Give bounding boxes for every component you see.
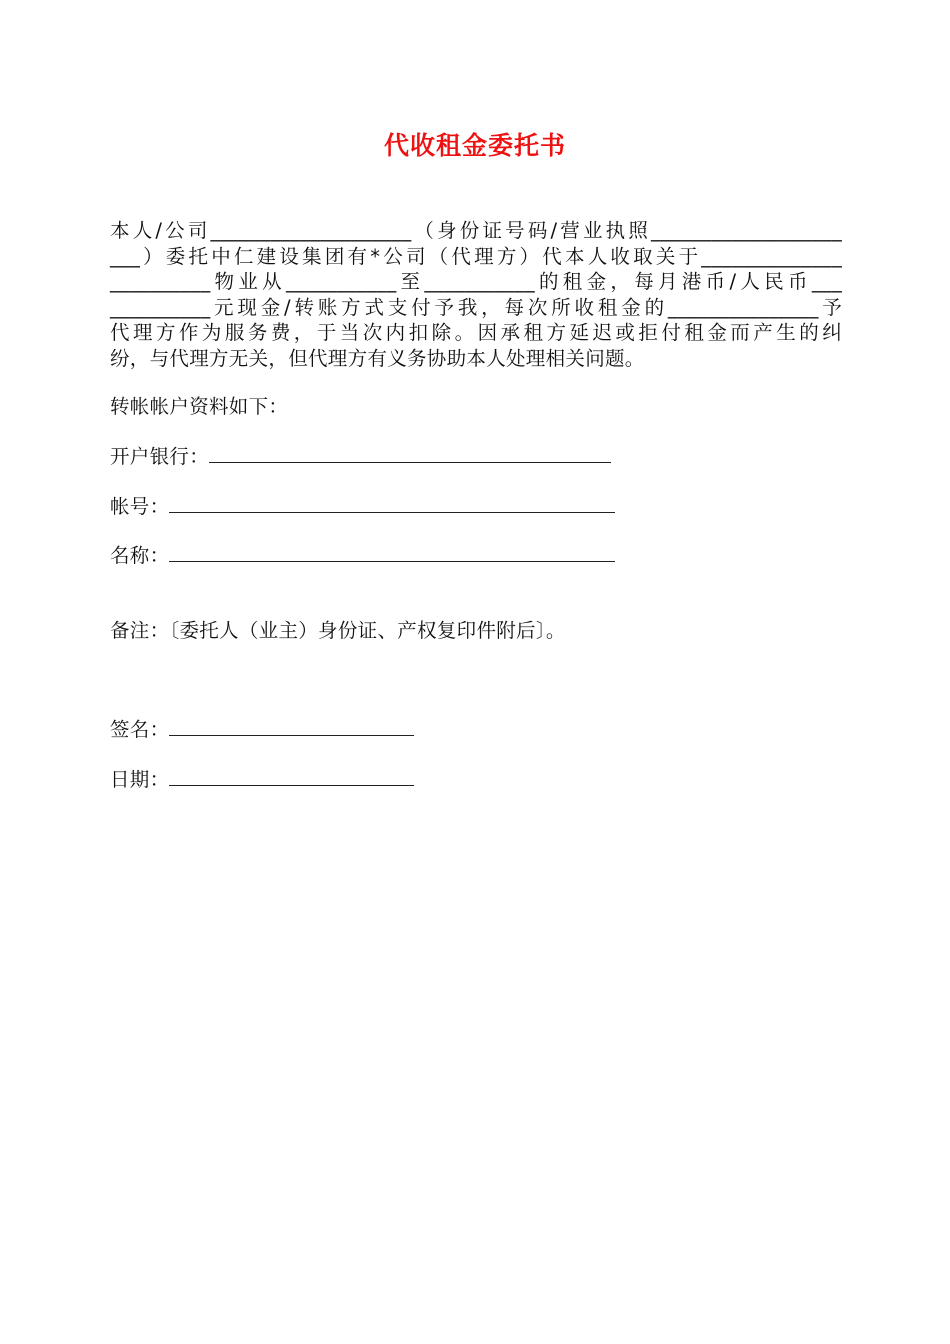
paragraph-line-5: 代理方作为服务费，于当次内扣除。因承租方延迟或拒付租金而产生的纠 — [110, 321, 842, 344]
paragraph-line-6: 纷，与代理方无关，但代理方有义务协助本人处理相关问题。 — [110, 346, 645, 370]
paragraph-line-3: __________物业从___________至___________的租金，每月港币/人民币___ — [110, 270, 842, 293]
paragraph-line-2: ___）委托中仁建设集团有*公司（代理方）代本人收取关于______________ — [110, 244, 842, 268]
bank-field-row — [110, 444, 611, 470]
date-blank-line[interactable] — [169, 767, 414, 786]
account-number-label: 帐号： — [110, 495, 170, 518]
paragraph-line-1: 本人/公司____________________（身份证号码/营业执照___________________ — [110, 219, 842, 242]
signature-blank-line[interactable] — [169, 717, 414, 736]
account-number-blank-line[interactable] — [169, 494, 615, 513]
document-title: 代收租金委托书 — [383, 131, 566, 160]
bank-blank-line[interactable] — [209, 444, 611, 463]
account-name-label: 名称： — [110, 544, 170, 567]
date-field-row — [110, 767, 414, 793]
paragraph-line-4: __________元现金/转账方式支付予我，每次所收租金的_______________予 — [110, 295, 842, 319]
name-field-row — [110, 543, 615, 569]
authorization-paragraph — [110, 218, 842, 371]
account-field-row — [110, 494, 615, 520]
bank-label: 开户银行： — [110, 445, 210, 468]
account-info-intro: 转帐帐户资料如下： — [110, 395, 289, 418]
signature-label: 签名： — [110, 718, 170, 741]
remark-note: 备注：〔委托人（业主）身份证、产权复印件附后〕。 — [110, 619, 566, 642]
date-label: 日期： — [110, 768, 170, 791]
account-name-blank-line[interactable] — [169, 543, 615, 562]
signature-field-row — [110, 717, 414, 743]
